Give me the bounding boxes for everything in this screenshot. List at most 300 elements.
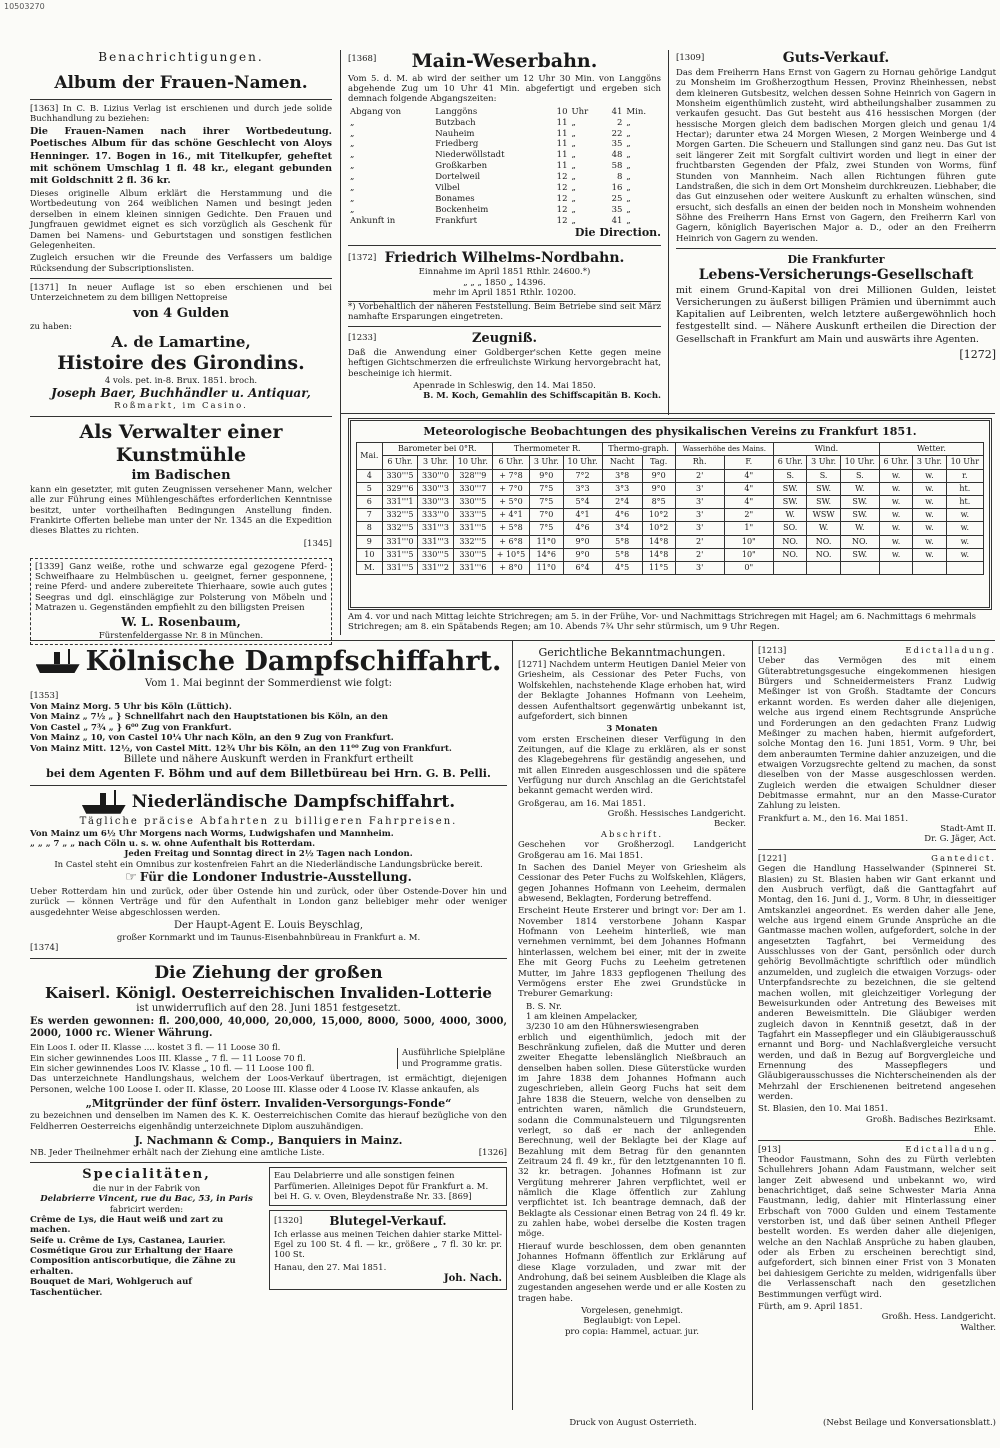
schedule-cell-label: „: [350, 172, 355, 183]
koeln-schedule-line: Von Castel „ 7¾ „ } 6⁰⁰ Zug von Frankfurt.: [30, 722, 232, 733]
beilage-text: (Nebst Beilage und Konversationsblatt.): [823, 1418, 996, 1428]
wx-cell: ht.: [946, 496, 983, 509]
spec-item: Composition antiscorbutique, die Zähne zu erhalten.: [30, 1256, 236, 1277]
wx-cell: 14°6: [530, 548, 563, 561]
wx-cell: W.: [774, 509, 807, 522]
edict1-place: Frankfurt a. M., den 16. Mai 1851.: [758, 813, 909, 824]
edict2-ref: [1221]: [758, 853, 787, 864]
schedule-cell-h: 11: [556, 161, 568, 172]
ad-1363-text: [1363] In C. B. Lizius Verlag ist erschienen und durch jede solide Buchhandlung zu beziehen:: [30, 103, 332, 124]
schedule-cell-mn: „: [626, 161, 631, 172]
zeugnis-ref: [1233]: [348, 333, 377, 344]
wx-cell: 4°5: [602, 562, 642, 575]
edict3-head: [758, 1145, 996, 1155]
wx-cell: SW.: [840, 496, 879, 509]
ad-1371-edition: 4 vols. pet. in-8. Brux. 1851. broch.: [104, 375, 258, 386]
schedule-cell-label: Ankunft in: [350, 215, 396, 226]
wx-cell: 5°8: [602, 535, 642, 548]
wx-cell: 3°3: [563, 482, 602, 495]
koeln-schedule-line: Von Mainz „ 10, von Castel 10¼ Uhr nach Köln, an den 9 Zug von Frankfurt.: [30, 733, 394, 744]
wx-cell: + 5°0: [492, 496, 529, 509]
wx-cell: 331'''3: [418, 522, 454, 535]
wx-cell: WSW: [807, 509, 840, 522]
wx-cell: 3°4: [602, 522, 642, 535]
lotto-prices-note: Ausführliche Spielpläne und Programme gratis.: [397, 1048, 507, 1069]
koeln-foot-2: bei dem Agenten F. Böhm und auf dem Billetbüreau bei Hrn. G. B. Pelli.: [46, 766, 491, 780]
zeugnis-place: Apenrade in Schleswig, den 14. Mai 1850.: [413, 380, 596, 391]
wx-cell: 2°4: [602, 496, 642, 509]
lotto-text-3: zu bezeichnen und denselben im Namen des K. K. Oesterreichischen Comite das hierauf bezügliche von den Feldherren Oesterreichs eigenhändig unterzeichnete Diplom auszuhändigen.: [30, 1111, 507, 1132]
wx-cell: 10": [724, 535, 773, 548]
wx-cell: w.: [879, 535, 912, 548]
spec-maker: Delabrierre Vincent, rue du Bac, 53, in Paris: [40, 1194, 253, 1205]
blut-sign: Joh. Nach.: [443, 1273, 502, 1285]
koeln-intro: Vom 1. Mai beginnt der Sommerdienst wie folgt:: [145, 678, 392, 690]
schedule-cell-m: 35: [611, 204, 623, 215]
ad-1371-address: Roßmarkt, im Casino.: [114, 401, 248, 412]
printer-text: Druck von August Osterrieth.: [569, 1418, 697, 1428]
court-text-7: Hierauf wurde beschlossen, dem oben genannten Johannes Hofmann öffentlich zur Erklärung auf diese Klage vorzuladen, und zwar mit der Androhung, daß bei seinem Ausbleiben die Klage als zugestanden angesehen werde und er alle Kosten zu tragen habe.: [518, 1241, 746, 1304]
nl-address: großer Kornmarkt und im Taunus-Eisenbahnbüreau in Frankfurt a. M.: [116, 932, 421, 943]
wx-cell: [807, 562, 840, 575]
schedule-cell-m: 8: [617, 172, 623, 183]
wx-cell: w.: [946, 548, 983, 561]
wx-cell: [774, 562, 807, 575]
edict1-text: Ueber das Vermögen des mit einem Güterabtretungsgesuche eingekommenen hiesigen Bürgers und Schneidermeisters Franz Ludwig Meßinger ist von Großh. Stadtamte der Concurs erkannt worden. Es werden daher alle diejenigen, welche aus irgend einem Rechtsgrunde Ansprüche und Forderungen an den gedachten Franz Ludwig Meßinger zu machen haben, hiermit aufgefordert, solche Montag den 16. Juni 1851, Vorm. 9 Uhr, bei dem anberaumten Termine dahier anzuzeigen, und die etwaigen Vorzugsrechte geltend zu machen, da sonst dieselben von der Masse ausgeschlossen werden. Zugleich werden die etwaigen Schuldner dieser Debitmasse ermahnt, nur an den Masse-Curator Zahlung zu leisten.: [758, 656, 996, 812]
beilage-line: [758, 1418, 996, 1432]
fw-line-2: „ „ „ 1850 „ 14396.: [463, 277, 546, 288]
wx-subhead: 10 Uhr.: [563, 456, 602, 469]
wx-cell: [913, 562, 946, 575]
schedule-cell-u: „: [571, 204, 576, 215]
ad-1368-ref: [1368]: [348, 54, 377, 64]
album-title: Album der Frauen-Namen.: [54, 73, 308, 94]
court-frist: 3 Monaten: [606, 724, 658, 735]
wx-cell: NO.: [807, 548, 840, 561]
koeln-schedule-line: Von Mainz Morg. 5 Uhr bis Köln (Lüttich).: [30, 702, 232, 713]
edict3-text: Theodor Faustmann, Sohn des zu Fürth verlebten Schullehrers Johann Adam Faustmann, welcher seit langer Zeit abwesend und unbekannt wo, wird benachrichtiget, daß seine Schwester Maria Anna Faustmann, ledig, dahier mit Hinterlassung einer Erbschaft von 7000 Gulden und einem Testamente verstorben ist, und daß über seinen Antheil Pfleger bestellt worden. Es werden daher alle diejenigen, welche an den Nachlaß Ansprüche zu haben glauben, oder als Erben zu erscheinen berechtigt sind, aufgefordert, sich binnen einer Frist von 3 Monaten bei dahiesigem Gerichte zu melden, widrigenfalls über die Verlassenschaft nach den gesetzlichen Bestimmungen verfügt wird.: [758, 1154, 996, 1300]
ad-1339-name: W. L. Rosenbaum,: [121, 615, 241, 630]
schedule-row: [348, 216, 661, 227]
wx-cell: 4°6: [602, 509, 642, 522]
wx-head-thermo: Thermometer R.: [492, 443, 602, 456]
wx-head-baro: Barometer bei 0°R.: [382, 443, 492, 456]
wx-cell: 10": [724, 548, 773, 561]
court-parcels: [518, 1002, 746, 1033]
column-rule: [340, 50, 341, 635]
wx-cell: w.: [913, 535, 946, 548]
koeln-schedule: [30, 702, 507, 754]
schedule-cell-label: „: [350, 193, 355, 204]
wx-cell: SW.: [807, 482, 840, 495]
schedule-cell-label: „: [350, 139, 355, 150]
schedule-cell-m: 58: [611, 161, 623, 172]
wx-cell: 5: [357, 482, 383, 495]
court-name: Großh. Hessisches Landgericht.: [607, 809, 746, 820]
schedule-cell-u: „: [571, 150, 576, 161]
wx-cell: 328'''9: [453, 469, 492, 482]
koeln-title: Kölnische Dampfschiffahrt.: [85, 646, 502, 677]
schedule-cell-label: „: [350, 161, 355, 172]
wx-cell: 331'''5: [382, 548, 418, 561]
wx-cell: 8: [357, 522, 383, 535]
spec-item: Seife u. Crême de Lys, Castanea, Laurier.: [30, 1235, 226, 1246]
ad-1345-text: kann ein gesetzter, mit guten Zeugnissen versehener Mann, welcher alle zur Führung eines Mühlengeschäftes erforderlichen Kenntnisse besitzt, unter vortheilhaften Bedingungen Anstellung finden. Frankirte Offerten beliebe man unter der Nr. 1345 an die Expedition dieses Blattes zu richten.: [30, 484, 332, 537]
wx-cell: 10°2: [642, 522, 675, 535]
schedule-cell-u: „: [571, 172, 576, 183]
wx-head-mai: Mai.: [357, 443, 383, 469]
wx-cell: 332'''5: [382, 509, 418, 522]
insurance-text: mit einem Grund-Kapital von drei Millionen Gulden, leistet Versicherungen zu äußerst billigen Prämien und übernimmt auch Kapitalien auf Leibrenten, welch letztere außergewöhnlich hoch festgestellt sind. — Nähere Auskunft ertheilen die Direction der Gesellschaft in Frankfurt am Main und auswärts ihre Agenten.: [676, 285, 996, 345]
schedule-cell-place: Nauheim: [435, 128, 475, 139]
divider: [30, 99, 332, 100]
main-weser-sign: Die Direction.: [574, 226, 661, 240]
schedule-cell-h: 11: [556, 150, 568, 161]
lotto-footer: [30, 1148, 507, 1158]
schedule-row: [348, 150, 661, 161]
bottom-left-column: [30, 646, 507, 1411]
wx-cell: 9: [357, 535, 383, 548]
lotto-title-1: Die Ziehung der großen: [154, 962, 383, 983]
nl-ref: [1374]: [30, 943, 59, 954]
wx-cell: W.: [840, 522, 879, 535]
spec-title: Specialitäten,: [82, 1167, 211, 1183]
section-heading: Benachrichtigungen.: [98, 50, 264, 64]
wx-cell: 330'''7: [453, 482, 492, 495]
wx-cell: 333'''0: [418, 509, 454, 522]
court-parcel: 3/230 10 am den Hühnerswiesengraben: [526, 1022, 699, 1033]
schedule-cell-m: 22: [611, 128, 623, 139]
schedule-cell-label: Abgang von: [350, 106, 402, 117]
wx-cell: 11°0: [530, 535, 563, 548]
industry-title: Für die Londoner Industrie-Ausstellung.: [139, 869, 412, 884]
nl-line-3: Jeden Freitag und Sonntag direct in 2½ Tagen nach London.: [124, 849, 413, 860]
wx-cell: 9°0: [642, 469, 675, 482]
edict3-place: Fürth, am 9. April 1851.: [758, 1301, 863, 1312]
blut-text: Ich erlasse aus meinen Teichen dahier starke Mittel-Egel zu 100 St. 4 fl. — kr., größere „ 7 fl. 30 kr. pr. 100 St.: [274, 1229, 502, 1261]
schedule-cell-u: Uhr: [571, 106, 589, 117]
guts-ref: [1309]: [676, 53, 705, 63]
edict2-title: Gantedict.: [931, 853, 996, 864]
wx-cell: 5°4: [563, 496, 602, 509]
koeln-ref: [1353]: [30, 691, 59, 702]
spec-item: Crême de Lys, die Haut weiß und zart zu machen.: [30, 1215, 224, 1236]
wx-cell: SO.: [774, 522, 807, 535]
wx-cell: 4°6: [563, 522, 602, 535]
edict3-sign: Walther.: [960, 1322, 996, 1333]
edict2-head: [758, 854, 996, 864]
lotto-price-block: [30, 1043, 507, 1074]
schedule-row: [348, 118, 661, 129]
nl-line-4: In Castel steht ein Omnibus zur kostenfreien Fahrt an die Niederländische Landungsbrücke bereit.: [54, 859, 483, 870]
schedule-cell-h: 12: [556, 172, 568, 183]
lotto-sign: J. Nachmann & Comp., Banquiers in Mainz.: [134, 1133, 403, 1147]
wx-cell: 332'''5: [453, 535, 492, 548]
wx-cell: M.: [357, 562, 383, 575]
weather-title: Meteorologische Beobachtungen des physikalischen Vereins zu Frankfurt 1851.: [423, 425, 917, 438]
schedule-cell-mn: Min.: [626, 106, 647, 117]
wx-cell: NO.: [774, 535, 807, 548]
wx-cell: 14°8: [642, 548, 675, 561]
wx-subhead: 6 Uhr.: [774, 456, 807, 469]
wx-cell: 331'''2: [418, 562, 454, 575]
wx-subhead: 10 Uhr.: [840, 456, 879, 469]
wx-cell: 4: [357, 469, 383, 482]
wx-cell: [946, 562, 983, 575]
wx-cell: NO.: [807, 535, 840, 548]
wx-cell: + 4°1: [492, 509, 529, 522]
court-text-8: Vorgelesen, genehmigt.: [581, 1306, 683, 1316]
zeugnis-sign: B. M. Koch, Gemahlin des Schiffscapitän B. Koch.: [423, 391, 661, 402]
wx-subhead: Tag.: [642, 456, 675, 469]
wx-cell: 331'''5: [382, 562, 418, 575]
schedule-row: [348, 183, 661, 194]
side-ads: [269, 1167, 507, 1298]
wx-cell: 2": [724, 509, 773, 522]
wx-cell: w.: [913, 509, 946, 522]
wx-cell: w.: [879, 496, 912, 509]
edict3-title: Edictalladung.: [905, 1144, 996, 1155]
schedule-cell-mn: „: [626, 215, 631, 226]
court-title: Gerichtliche Bekanntmachungen.: [538, 646, 726, 659]
schedule-cell-label: „: [350, 182, 355, 193]
wx-cell: 330'''5: [453, 496, 492, 509]
wx-cell: 3': [675, 562, 724, 575]
nl-subtitle: Tägliche präcise Abfahrten zu billigeren Fahrpreisen.: [79, 815, 458, 827]
wx-cell: W.: [807, 522, 840, 535]
wx-head-graph: Thermo-graph.: [602, 443, 675, 456]
wx-cell: 331'''0: [382, 535, 418, 548]
wx-subhead: 10 Uhr.: [453, 456, 492, 469]
edict1-head: [758, 646, 996, 656]
edict3-ref: [913]: [758, 1144, 781, 1155]
wx-cell: w.: [913, 496, 946, 509]
wx-cell: 6: [357, 496, 383, 509]
wx-cell: 2': [675, 469, 724, 482]
wx-cell: 7: [357, 509, 383, 522]
wx-cell: 6°4: [563, 562, 602, 575]
eau-text: Eau Delabrierre und alle sonstigen feinen Parfümerien. Alleiniges Depot für Frankfurt a. M. bei H. G. v. Oven, Bleydenstraße Nr. 33.: [274, 1171, 489, 1203]
wx-cell: + 6°8: [492, 535, 529, 548]
middle-column: [348, 50, 661, 412]
column-rule: [512, 640, 513, 1410]
schedule-row: [348, 194, 661, 205]
wx-cell: W.: [840, 482, 879, 495]
schedule-cell-h: 12: [556, 182, 568, 193]
guts-title: Guts-Verkauf.: [782, 50, 890, 66]
court-text-4: In Sachen des Daniel Meyer von Griesheim als Cessionar des Peter Fuchs zu Wolfskehlen, Klägers, gegen Johannes Hofmann von Leeheim, dermalen abwesend, Beklagten, Forderung betreffend.: [518, 862, 746, 904]
right-column: [676, 50, 996, 412]
court-place: Großgerau, am 16. Mai 1851.: [518, 798, 646, 809]
court-text-5: Erscheint Heute Ersterer und bringt vor: Der am 1. November 1814 verstorbene Johann Kaspar Hofmann von Leeheim hinterließ, wie man vernehmen vernimmt, bei dem Johannes Hofmann hinterlassen, welchem bei einer, mit der in zweite Ehe mit Georg Fuchs zu Leeheim getretenen Mutter, im Jahre 1833 gepflogenen Theilung des Vermögens erster Ehe zwei Grundstücke in Treburer Gemarkung:: [518, 906, 746, 1000]
wx-cell: + 10°5: [492, 548, 529, 561]
wx-cell: 330'''5: [418, 548, 454, 561]
schedule-cell-m: 48: [611, 150, 623, 161]
wx-cell: + 7°8: [492, 469, 529, 482]
schedule-cell-h: 12: [556, 193, 568, 204]
wx-subhead: 3 Uhr.: [807, 456, 840, 469]
edicts-column: [758, 646, 996, 1411]
wx-cell: w.: [879, 509, 912, 522]
insurance-title: Lebens-Versicherungs-Gesellschaft: [698, 267, 974, 284]
wx-cell: 3': [675, 482, 724, 495]
schedule-cell-mn: „: [626, 172, 631, 183]
divider: [676, 248, 996, 249]
ad-1339-address: Fürstenfeldergasse Nr. 8 in München.: [98, 630, 264, 641]
schedule-cell-mn: „: [626, 193, 631, 204]
weather-note: [348, 612, 992, 638]
schedule-cell-m: 41: [611, 215, 623, 226]
wx-cell: 9°0: [530, 469, 563, 482]
ad-1345-subtitle: im Badischen: [131, 468, 231, 484]
schedule-cell-place: Bockenheim: [435, 204, 489, 215]
edict3-court: Großh. Hess. Landgericht.: [881, 1312, 996, 1323]
schedule-cell-place: Frankfurt: [435, 215, 477, 226]
pointing-hand-icon: ☞: [125, 870, 137, 886]
fw-note: *) Vorbehaltlich der näheren Feststellung. Beim Betriebe sind seit März namhafte Ersparungen eingetreten.: [348, 301, 661, 322]
schedule-cell-h: 11: [556, 128, 568, 139]
wx-row: [357, 469, 984, 482]
wx-row: [357, 482, 984, 495]
court-parcel: 1 am kleinen Ampelacker,: [526, 1011, 638, 1022]
nl-header: [30, 790, 507, 816]
wx-cell: 7°5: [530, 496, 563, 509]
koeln-schedule-line: Von Mainz „ 7½ „ } Schnellfahrt nach den Hauptstationen bis Köln, an den: [30, 712, 388, 723]
edict2-text: Gegen die Handlung Hasselwander (Spinnerei St. Blasien) zu St. Blasien haben wir Gant erkannt und den Ausbruch verfügt, daß die Ganttagfahrt auf Montag, den 16. Juni d. J., Vorm. 8 Uhr, in diesseitiger Amtskanzlei angeordnet. Es werden daher alle Jene, welche aus irgend einem Grunde Ansprüche an die Gantmasse machen wollen, aufgefordert, solche in der angesetzten Tagfahrt, bei Vermeidung des Ausschlusses von der Gant, persönlich oder durch gehörig Bevollmächtigte schriftlich oder mündlich anzumelden, und zugleich die etwaigen Vorzugs- oder Unterpfandsrechte zu bezeichnen, die sie geltend machen wollen, mit gleichzeitiger Vorlegung der Beweisurkunden oder Antretung des Beweises mit anderen Beweismitteln. Die Gläubiger werden zugleich davon in Kenntniß gesetzt, daß in der Tagfahrt ein Massepfleger und ein Gläubigerausschuß ernannt und Borg- und Nachlaßvergleiche versucht werden, und daß in Bezug auf Borgvergleiche und Ernennung des Massepflegers und Gläubigerausschusses die Nichterscheinenden als der Mehrzahl der Erschienenen beitretend angesehen werden.: [758, 864, 996, 1103]
edict2-sign: Ehle.: [973, 1125, 996, 1136]
wx-cell: 4": [724, 496, 773, 509]
wx-cell: 5°8: [602, 548, 642, 561]
industry-text: Ueber Rotterdam hin und zurück, oder über Ostende hin und zurück, oder über Ostende-Dover hin und zurück — können Verträge und für den Aufenthalt in London ganz beliebiger mehr oder weniger ausgedehnter Weise abgeschlossen werden.: [30, 886, 507, 918]
wx-cell: + 7°0: [492, 482, 529, 495]
steamship-icon: [36, 649, 80, 675]
divider: [30, 958, 507, 959]
wx-cell: r.: [946, 469, 983, 482]
insurance-ref: [1272]: [959, 347, 996, 361]
zeugnis-title: Zeugniß.: [471, 331, 538, 347]
wx-cell: 11°0: [530, 562, 563, 575]
main-weser-schedule: [348, 107, 661, 227]
wx-cell: 2': [675, 548, 724, 561]
ad-1371-zu: zu haben:: [30, 322, 73, 333]
blutegel-ad: [269, 1210, 507, 1290]
schedule-cell-mn: „: [626, 150, 631, 161]
schedule-cell-u: „: [571, 215, 576, 226]
section-rule: [340, 413, 995, 414]
wx-cell: 2': [675, 535, 724, 548]
wx-cell: NO.: [840, 535, 879, 548]
schedule-cell-m: 25: [611, 193, 623, 204]
schedule-cell-m: 16: [611, 182, 623, 193]
court-text-10: pro copia: Hammel, actuar. jur.: [564, 1326, 699, 1337]
wx-cell: 7°5: [530, 482, 563, 495]
ad-1345-title: Als Verwalter einer Kunstmühle: [79, 420, 283, 467]
steamship-icon: [82, 790, 126, 816]
wx-cell: 330'''3: [418, 482, 454, 495]
wx-cell: NO.: [774, 548, 807, 561]
page-id: 10503270: [4, 2, 45, 11]
nl-line-2: „ „ „ 7 „ „ nach Cöln u. s. w. ohne Aufenthalt bis Rotterdam.: [30, 838, 316, 849]
ad-1363-description: Dieses originelle Album erklärt die Herstammung und die Wortbedeutung von 264 weiblichen Namen und besingt jeden derselben in einem kleinen sinnigen Gedichte. Den Frauen und Jungfrauen gewidmet eignet es sich vorzüglich als Geschenk für Damen bei Namens- und Geburtstagen und sonstigen festlichen Gelegenheiten.: [30, 189, 332, 251]
wx-subhead: 10 Uhr: [946, 456, 983, 469]
koeln-schedule-line: Von Mainz Mitt. 12½, von Castel Mitt. 12¾ Uhr bis Köln, an den 11⁰⁰ Zug von Frankfurt.: [30, 743, 452, 754]
schedule-cell-u: „: [571, 193, 576, 204]
divider: [30, 1162, 507, 1163]
schedule-cell-m: 2: [617, 117, 623, 128]
ad-1345-ref: [1345]: [303, 538, 332, 549]
court-judge: Becker.: [713, 819, 746, 830]
nl-line-1: Von Mainz um 6½ Uhr Morgens nach Worms, Ludwigshafen und Mannheim.: [30, 828, 394, 839]
wx-cell: + 5°8: [492, 522, 529, 535]
wx-cell: 329'''6: [382, 482, 418, 495]
wx-cell: w.: [879, 469, 912, 482]
wx-cell: 330'''0: [418, 469, 454, 482]
schedule-cell-h: 11: [556, 139, 568, 150]
spec-text-2: fabricirt werden:: [109, 1204, 184, 1215]
weather-box: [348, 418, 992, 610]
bottom-ads-row: [30, 1167, 507, 1298]
wx-subhead: 3 Uhr.: [530, 456, 563, 469]
ad-1371-seller: Joseph Baer, Buchhändler u. Antiquar,: [51, 385, 311, 400]
court-column: [518, 646, 746, 1411]
divider: [348, 326, 661, 327]
wx-subhead: Nacht: [602, 456, 642, 469]
koeln-foot-1: Billete und nähere Auskunft werden in Frankfurt ertheilt: [123, 753, 414, 765]
eau-ad: [269, 1167, 507, 1206]
spec-items: [30, 1215, 263, 1298]
ad-1371-title: Histoire des Girondins.: [57, 351, 305, 374]
wx-cell: [879, 562, 912, 575]
schedule-cell-m: 41: [611, 106, 623, 117]
wx-cell: 9°0: [563, 535, 602, 548]
koeln-header: [30, 646, 507, 678]
lotto-nb: NB. Jeder Theilnehmer erhält nach der Ziehung eine amtliche Liste.: [30, 1147, 325, 1158]
wx-cell: 332'''5: [382, 522, 418, 535]
schedule-cell-h: 11: [556, 117, 568, 128]
divider: [348, 245, 661, 246]
schedule-cell-place: Großkarben: [435, 161, 488, 172]
column-rule: [668, 50, 669, 415]
wx-cell: 11°5: [642, 562, 675, 575]
wx-cell: 4°1: [563, 509, 602, 522]
wx-head-wasser: Wasserhöhe des Mains.: [675, 443, 773, 456]
lotto-prices: [30, 1043, 391, 1074]
wx-cell: 7°2: [563, 469, 602, 482]
wx-head-wetter: Wetter.: [879, 443, 983, 456]
divider: [758, 1140, 996, 1141]
schedule-cell-mn: „: [626, 128, 631, 139]
blut-title: Blutegel-Verkauf.: [329, 1214, 447, 1229]
wx-subhead: F.: [724, 456, 773, 469]
wx-subhead: 6 Uhr.: [492, 456, 529, 469]
main-weser-intro: Vom 5. d. M. ab wird der seither um 12 Uhr 30 Min. von Langgöns abgehende Zug um 10 Uhr 41 Min. abgefertigt und ergeben sich demnach folgende Abgangszeiten:: [348, 73, 661, 105]
edict2-court: Großh. Badisches Bezirksamt.: [866, 1114, 996, 1125]
wx-row: [357, 535, 984, 548]
column-rule: [752, 640, 753, 1410]
wx-cell: w.: [946, 535, 983, 548]
schedule-row: [348, 161, 661, 172]
edict1-ref: [1213]: [758, 646, 787, 656]
blut-ref: [1320]: [274, 1216, 303, 1227]
schedule-cell-label: „: [350, 128, 355, 139]
lotto-wins: Es werden gewonnen: fl. 200,000, 40,000, 20,000, 15,000, 8000, 5000, 4000, 3000, 2000, 1000 rc. Wiener Währung.: [30, 1015, 507, 1040]
schedule-row: [348, 139, 661, 150]
ad-1363-note: Zugleich ersuchen wir die Freunde des Verfassers um baldige Rücksendung der Subscriptionslisten.: [30, 253, 332, 274]
wx-cell: 10°2: [642, 509, 675, 522]
wx-cell: 330'''5: [382, 469, 418, 482]
ad-1371-text: [1371] In neuer Auflage ist so eben erschienen und bei Unterzeichnetem zu dem billigen Nettopreise: [30, 282, 332, 304]
wx-subhead: 6 Uhr.: [382, 456, 418, 469]
